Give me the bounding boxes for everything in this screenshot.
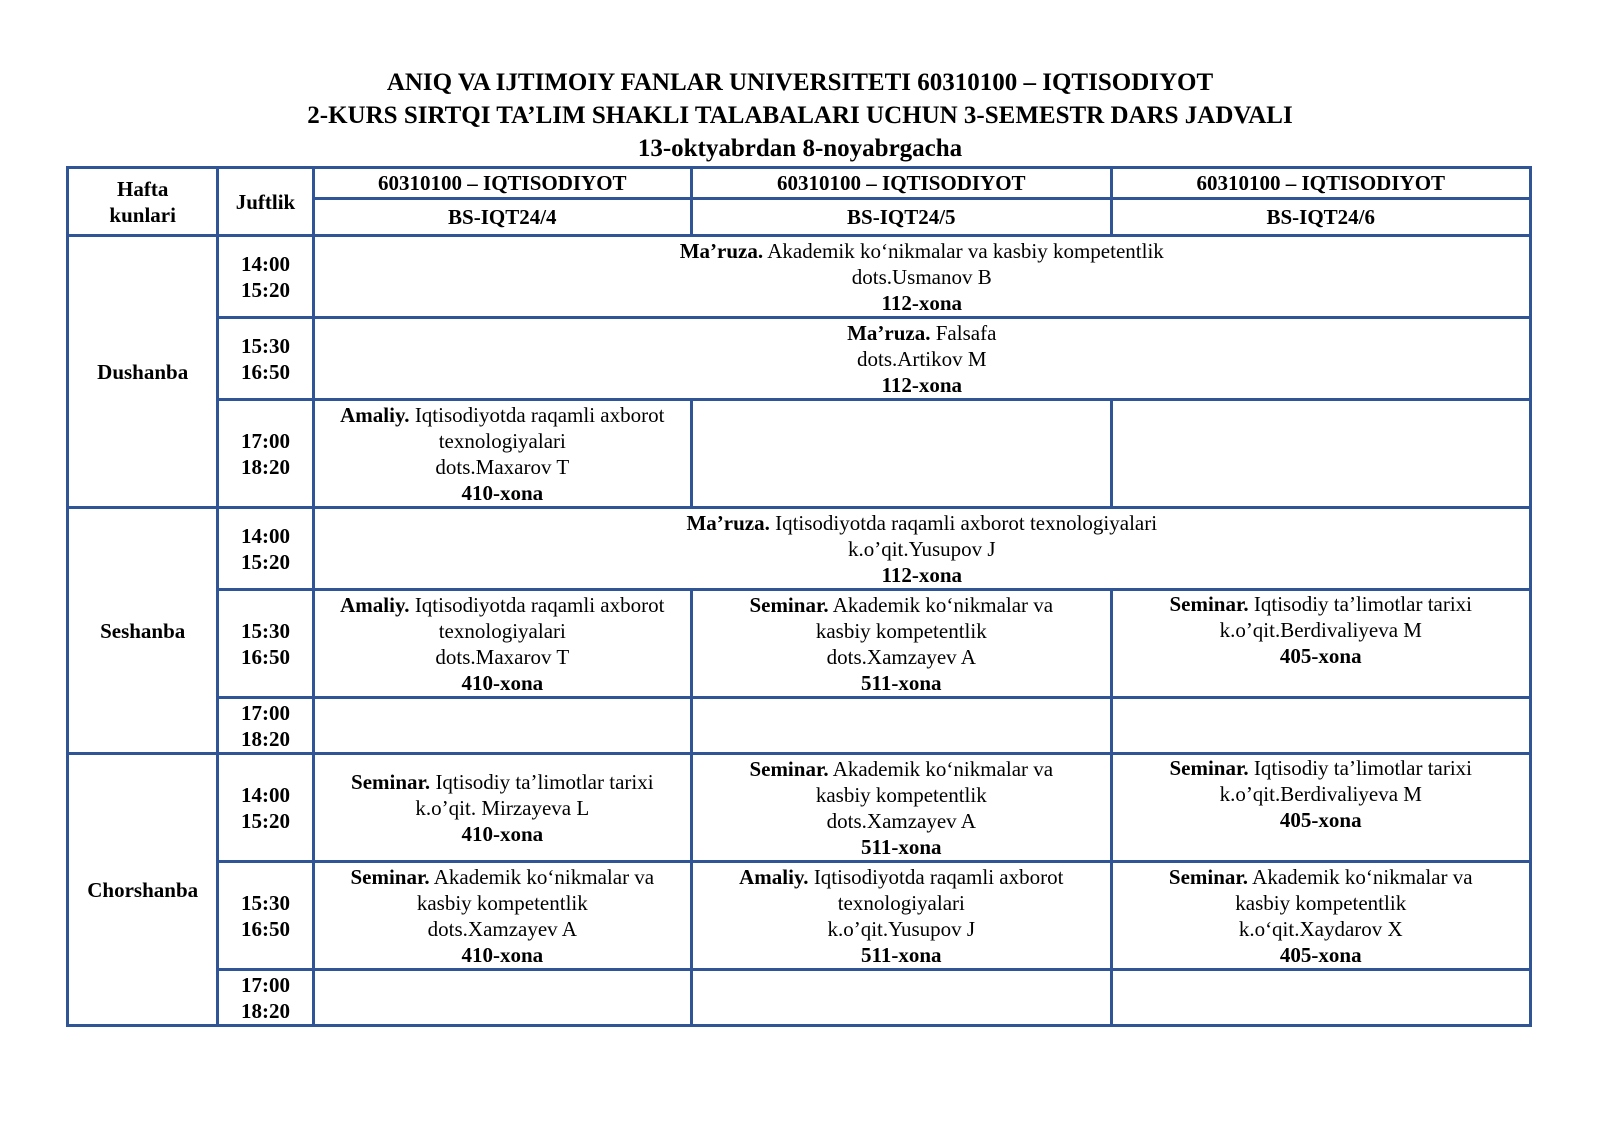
time-start: 17:00 — [240, 700, 290, 725]
day-cell-chorshanba: Chorshanba — [68, 754, 218, 1026]
time-start: 14:00 — [240, 782, 290, 807]
header-group-g6: BS-IQT24/6 — [1111, 199, 1530, 236]
lesson-room: 405-xona — [1279, 808, 1362, 832]
lesson-cell — [692, 754, 1111, 862]
lesson-room: 410-xona — [461, 942, 544, 967]
table-row — [68, 590, 1531, 698]
lesson-subject: Iqtisodiyotda raqamli axborot — [813, 864, 1064, 889]
table-row — [68, 236, 1531, 318]
lesson-subject-cont: texnologiyalari — [438, 428, 566, 453]
header-row-program — [68, 168, 1531, 199]
lesson-type: Seminar. — [1168, 864, 1249, 889]
lesson-subject-cont: kasbiy kompetentlik — [815, 618, 987, 643]
lesson-subject: Iqtisodiy ta’limotlar tarixi — [1253, 756, 1473, 780]
time-end: 16:50 — [240, 359, 290, 384]
lesson-subject-cont: texnologiyalari — [438, 618, 566, 643]
lesson-title — [697, 592, 1105, 618]
lesson-title — [319, 592, 687, 618]
lesson-type: Seminar. — [1169, 756, 1249, 780]
lesson-cell — [692, 862, 1111, 970]
time-start: 14:00 — [240, 523, 290, 548]
time-end: 16:50 — [240, 916, 290, 941]
lesson-type: Amaliy. — [340, 592, 410, 617]
lesson-type: Ma’ruza. — [679, 238, 764, 263]
time-end: 15:20 — [240, 277, 290, 302]
table-row — [68, 400, 1531, 508]
empty-cell — [1111, 400, 1530, 508]
lesson-subject: Akademik ko‘nikmalar va — [832, 756, 1054, 781]
lesson-cell — [313, 508, 1530, 590]
lesson-teacher: k.o’qit.Berdivaliyeva M — [1219, 782, 1422, 806]
lesson-teacher: k.o’qit. Mirzayeva L — [415, 795, 590, 820]
lesson-cell — [313, 400, 692, 508]
empty-cell — [313, 698, 692, 754]
day-cell-dushanba: Dushanba — [68, 236, 218, 508]
lesson-subject: Iqtisodiyotda raqamli axborot — [414, 592, 665, 617]
lesson-cell — [1111, 590, 1530, 698]
time-cell — [218, 508, 313, 590]
time-cell — [218, 400, 313, 508]
lesson-title — [319, 402, 687, 428]
lesson-room: 405-xona — [1279, 644, 1362, 668]
lesson-cell — [692, 590, 1111, 698]
lesson-title — [319, 769, 687, 795]
time-cell — [218, 698, 313, 754]
lesson-subject-cont: kasbiy kompetentlik — [416, 890, 588, 915]
table-row — [68, 754, 1531, 862]
lesson-cell — [313, 318, 1530, 400]
lesson-subject: Akademik ko‘nikmalar va — [433, 864, 655, 889]
lesson-type: Seminar. — [350, 864, 430, 889]
lesson-type: Seminar. — [749, 756, 829, 781]
lesson-title — [697, 756, 1105, 782]
lesson-title — [319, 238, 1525, 264]
lesson-title — [697, 864, 1105, 890]
lesson-subject: Iqtisodiy ta’limotlar tarixi — [435, 769, 654, 794]
lesson-room: 112-xona — [881, 290, 963, 315]
lesson-teacher: dots.Usmanov B — [851, 264, 992, 289]
table-row — [68, 862, 1531, 970]
lesson-type: Seminar. — [749, 592, 829, 617]
lesson-room: 112-xona — [881, 372, 963, 397]
lesson-subject: Akademik ko‘nikmalar va — [1252, 864, 1473, 889]
empty-cell — [692, 970, 1111, 1026]
time-start: 14:00 — [240, 251, 290, 276]
time-start: 17:00 — [240, 428, 290, 453]
header-group-g5: BS-IQT24/5 — [692, 199, 1111, 236]
time-end: 15:20 — [240, 808, 290, 833]
time-end: 18:20 — [240, 454, 290, 479]
time-start: 15:30 — [240, 890, 290, 915]
lesson-teacher: k.o’qit.Yusupov J — [847, 536, 996, 561]
lesson-teacher: dots.Xamzayev A — [427, 916, 577, 941]
header-day-cell — [68, 168, 218, 236]
time-end: 16:50 — [240, 644, 290, 669]
lesson-subject: Iqtisodiy ta’limotlar tarixi — [1253, 592, 1473, 616]
lesson-subject-cont: kasbiy kompetentlik — [1235, 890, 1407, 915]
lesson-room: 410-xona — [461, 480, 544, 505]
time-cell — [218, 318, 313, 400]
time-end: 18:20 — [240, 998, 290, 1023]
lesson-cell — [313, 590, 692, 698]
empty-cell — [692, 400, 1111, 508]
page-title — [0, 66, 1600, 165]
header-day-line2: kunlari — [109, 202, 176, 227]
lesson-subject-cont: kasbiy kompetentlik — [815, 782, 987, 807]
lesson-type: Seminar. — [351, 769, 431, 794]
time-end: 15:20 — [240, 549, 290, 574]
lesson-type: Amaliy. — [340, 402, 410, 427]
time-end: 18:20 — [240, 726, 290, 751]
empty-cell — [1111, 698, 1530, 754]
lesson-teacher: k.o‘qit.Xaydarov X — [1238, 916, 1403, 941]
lesson-title — [1117, 864, 1525, 890]
lesson-room: 112-xona — [881, 562, 963, 587]
lesson-title — [1117, 755, 1525, 781]
time-cell — [218, 862, 313, 970]
lesson-teacher: dots.Artikov M — [857, 346, 987, 371]
lesson-room: 511-xona — [861, 670, 942, 695]
lesson-subject: Akademik ko‘nikmalar va kasbiy kompetentlik — [767, 238, 1164, 263]
title-line-university: ANIQ VA IJTIMOIY FANLAR UNIVERSITETI 60310100 – IQTISODIYOT — [386, 69, 1214, 96]
lesson-teacher: dots.Maxarov T — [435, 454, 570, 479]
lesson-room: 511-xona — [861, 942, 942, 967]
empty-cell — [313, 970, 692, 1026]
lesson-title — [319, 864, 687, 890]
table-row — [68, 318, 1531, 400]
time-start: 17:00 — [240, 972, 290, 997]
lesson-cell — [313, 754, 692, 862]
header-program-g5: 60310100 – IQTISODIYOT — [692, 168, 1111, 199]
lesson-teacher: k.o’qit.Berdivaliyeva M — [1219, 618, 1422, 642]
empty-cell — [1111, 970, 1530, 1026]
header-program-g4: 60310100 – IQTISODIYOT — [313, 168, 692, 199]
schedule-table — [66, 166, 1532, 1027]
day-cell-seshanba: Seshanba — [68, 508, 218, 754]
lesson-title — [319, 510, 1525, 536]
time-start: 15:30 — [240, 618, 290, 643]
table-row — [68, 970, 1531, 1026]
lesson-room: 410-xona — [461, 821, 544, 846]
lesson-teacher: dots.Maxarov T — [435, 644, 570, 669]
lesson-cell — [313, 236, 1530, 318]
time-cell — [218, 236, 313, 318]
lesson-subject: Falsafa — [935, 320, 997, 345]
title-line-schedule: 2-KURS SIRTQI TA’LIM SHAKLI TALABALARI UCHUN 3-SEMESTR DARS JADVALI — [307, 102, 1293, 129]
lesson-teacher: dots.Xamzayev A — [826, 808, 976, 833]
lesson-teacher: k.o’qit.Yusupov J — [827, 916, 976, 941]
lesson-subject: Akademik ko‘nikmalar va — [832, 592, 1054, 617]
lesson-subject: Iqtisodiyotda raqamli axborot — [414, 402, 665, 427]
lesson-room: 405-xona — [1279, 942, 1362, 967]
lesson-teacher: dots.Xamzayev A — [826, 644, 976, 669]
lesson-title — [1117, 591, 1525, 617]
lesson-cell — [1111, 754, 1530, 862]
time-cell — [218, 970, 313, 1026]
lesson-type: Ma’ruza. — [847, 320, 931, 345]
header-pair-cell: Juftlik — [218, 168, 313, 236]
lesson-room: 410-xona — [461, 670, 544, 695]
time-cell — [218, 754, 313, 862]
header-group-g4: BS-IQT24/4 — [313, 199, 692, 236]
header-program-g6: 60310100 – IQTISODIYOT — [1111, 168, 1530, 199]
lesson-room: 511-xona — [861, 834, 942, 859]
time-start: 15:30 — [240, 333, 290, 358]
lesson-title — [319, 320, 1525, 346]
table-row — [68, 698, 1531, 754]
table-row — [68, 508, 1531, 590]
lesson-type: Amaliy. — [739, 864, 809, 889]
lesson-cell — [1111, 862, 1530, 970]
lesson-subject-cont: texnologiyalari — [837, 890, 965, 915]
lesson-type: Ma’ruza. — [686, 510, 770, 535]
lesson-type: Seminar. — [1169, 592, 1249, 616]
time-cell — [218, 590, 313, 698]
lesson-subject: Iqtisodiyotda raqamli axborot texnologiyalari — [775, 510, 1158, 535]
title-line-dates: 13-oktyabrdan 8-noyabrgacha — [637, 135, 963, 162]
header-day-line1: Hafta — [117, 176, 169, 201]
empty-cell — [692, 698, 1111, 754]
lesson-cell — [313, 862, 692, 970]
